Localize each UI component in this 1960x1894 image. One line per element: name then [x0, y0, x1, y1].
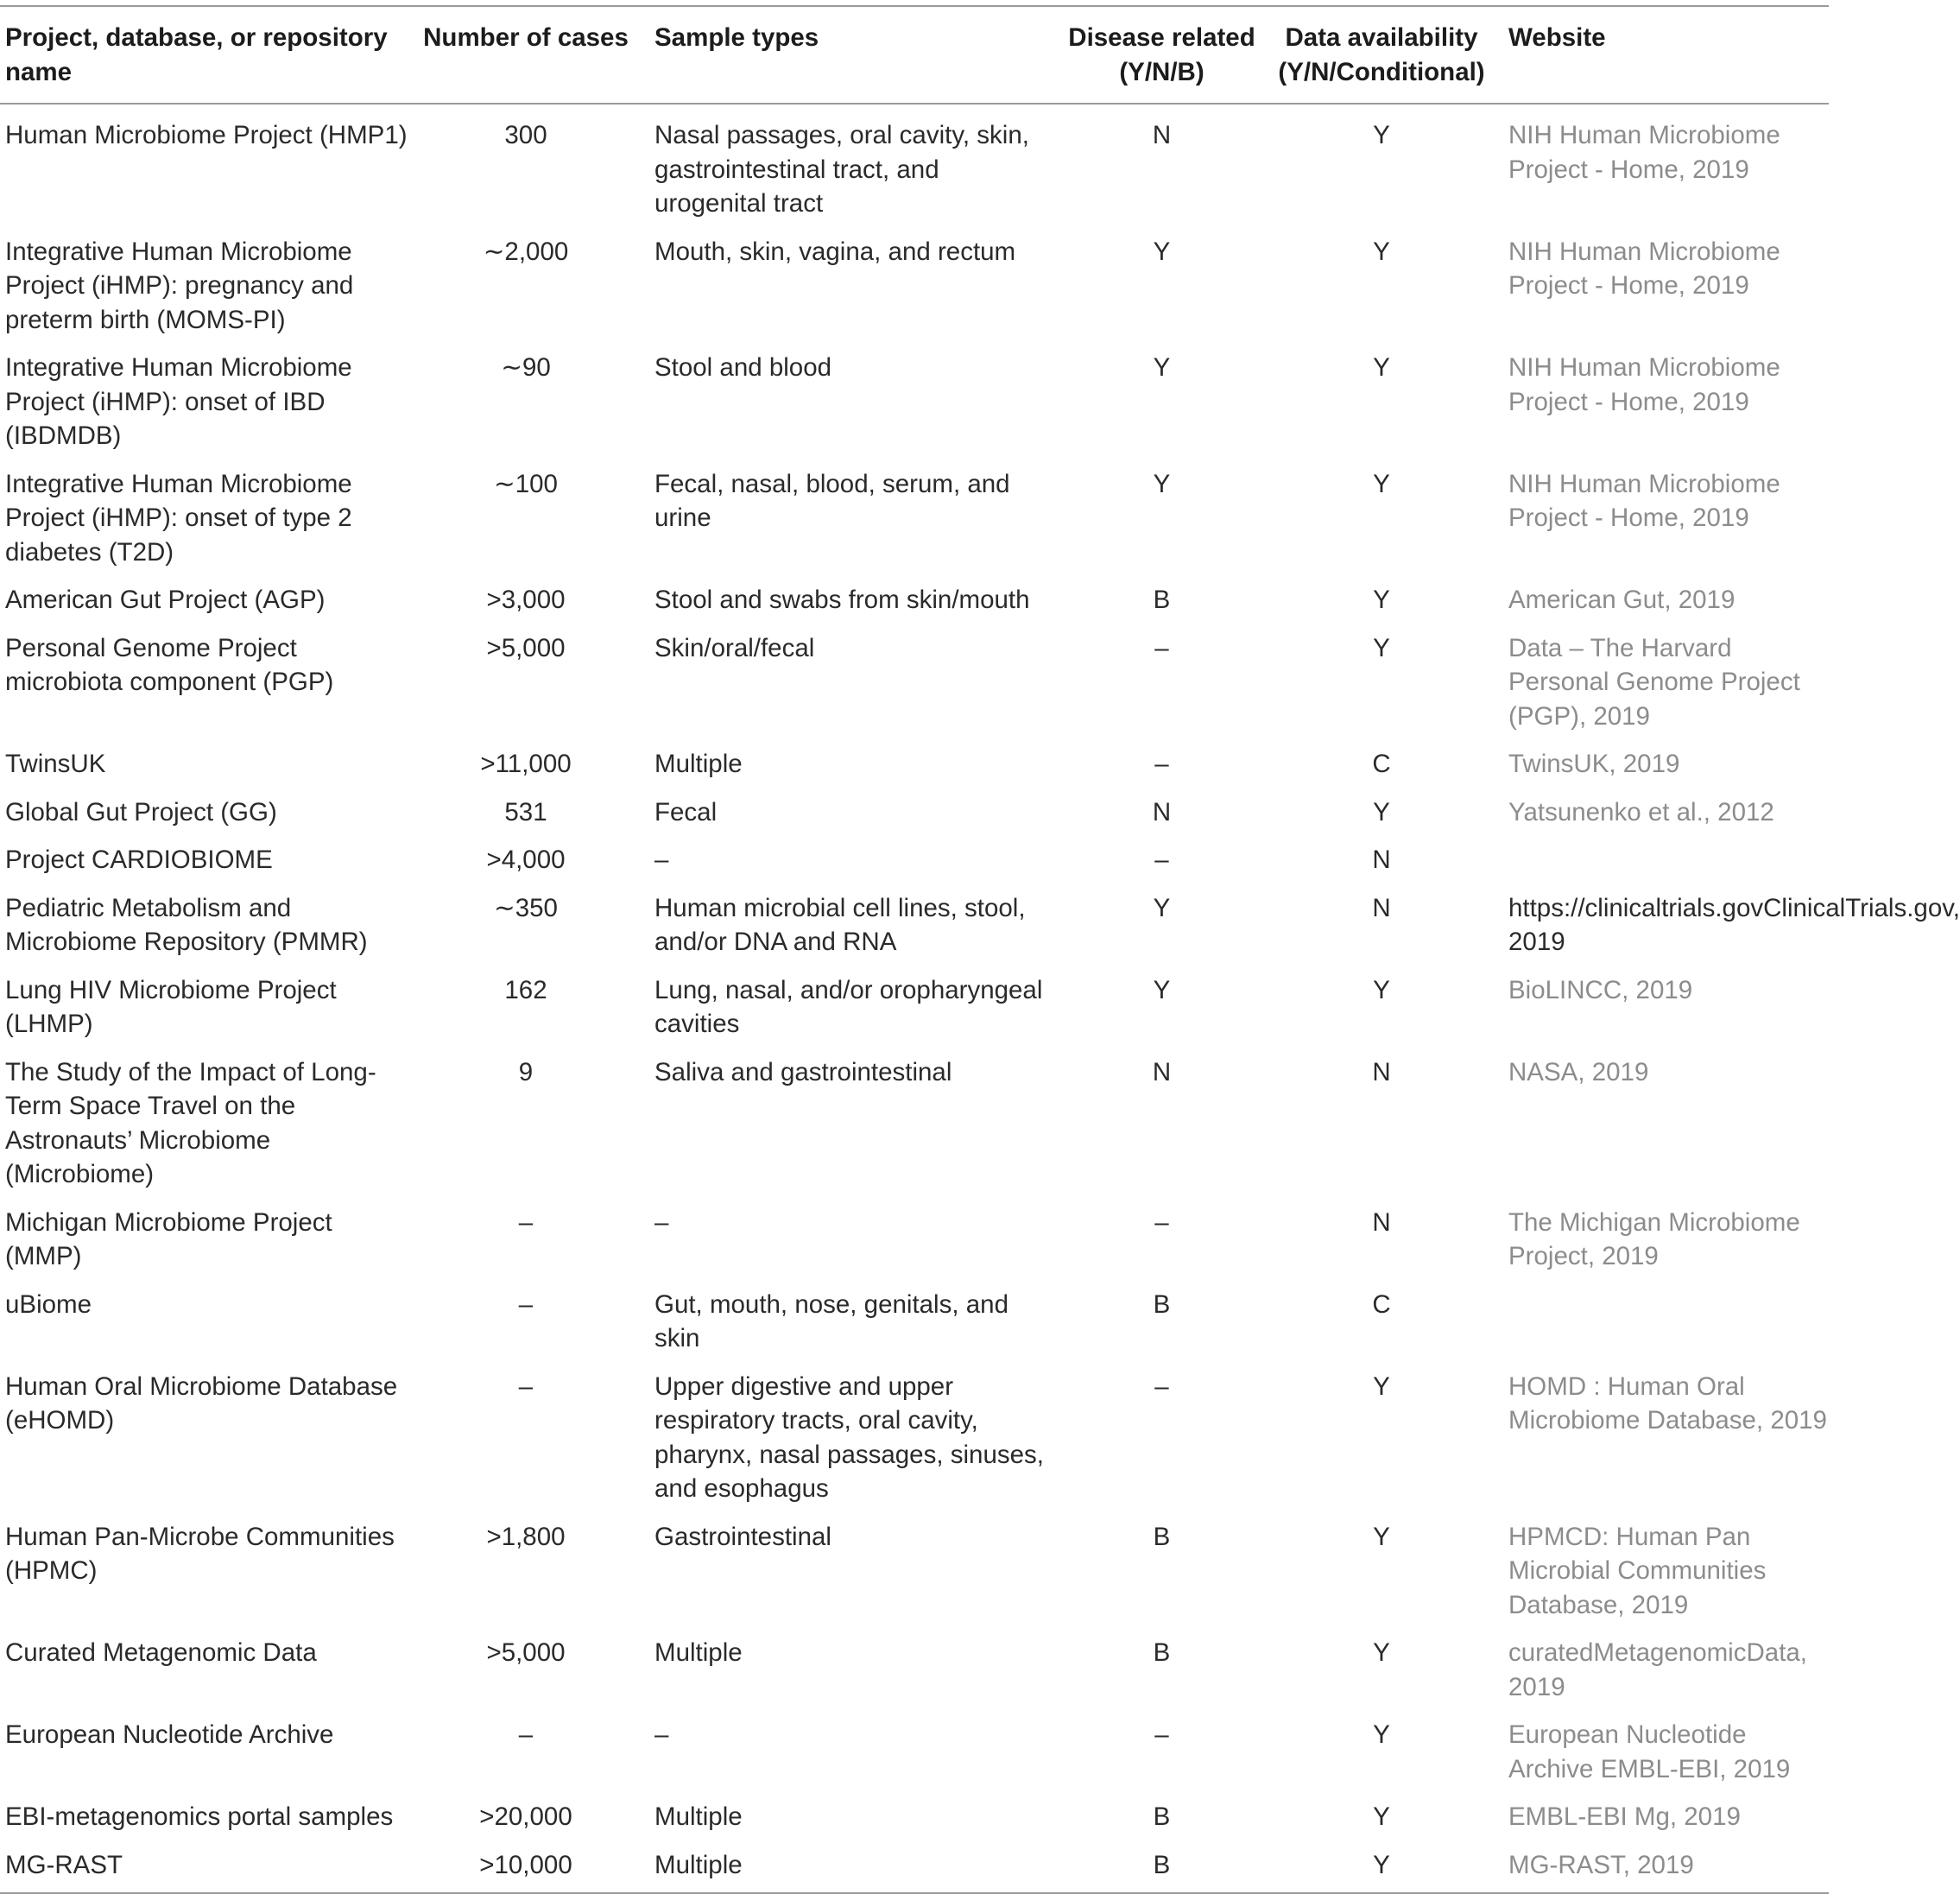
cell-number-of-cases: >5,000	[486, 633, 566, 662]
cell-project-name: Curated Metagenomic Data	[5, 1638, 317, 1667]
cell-number-of-cases: 162	[504, 975, 547, 1004]
cell-project-name: American Gut Project (AGP)	[5, 586, 326, 614]
cell-data-availability: Y	[1373, 469, 1390, 498]
cell-project-name: European Nucleotide Archive	[5, 1720, 334, 1749]
cell-data-availability: Y	[1373, 633, 1390, 662]
cell-number-of-cases: –	[518, 1371, 534, 1401]
cell-disease-related: Y	[1153, 353, 1171, 382]
cell-disease-related: B	[1153, 1638, 1171, 1667]
cell-disease-related: –	[1154, 633, 1169, 662]
cell-project-name: Human Microbiome Project (HMP1)	[5, 121, 408, 149]
cell-disease-related: –	[1154, 846, 1169, 874]
cell-website: NASA, 2019	[1508, 1057, 1649, 1086]
table-row	[0, 740, 1829, 789]
table-row	[0, 1793, 1829, 1841]
table-row	[0, 1513, 1829, 1630]
cell-website: The Michigan Microbiome Project, 2019	[1508, 1207, 1800, 1270]
cell-website: HOMD : Human Oral Microbiome Database, 2019	[1508, 1371, 1827, 1435]
cell-sample-types: Fecal, nasal, blood, serum, and urine	[654, 469, 1010, 532]
cell-sample-types: Lung, nasal, and/or oropharyngeal cavities	[654, 975, 1043, 1038]
cell-website: Yatsunenko et al., 2012	[1508, 797, 1774, 827]
cell-data-availability: Y	[1373, 1850, 1390, 1879]
cell-disease-related: Y	[1153, 237, 1171, 266]
cell-website: TwinsUK, 2019	[1508, 750, 1680, 778]
cell-data-availability: C	[1372, 1289, 1391, 1319]
cell-number-of-cases: ∼350	[494, 893, 558, 922]
table-row	[0, 460, 1829, 577]
cell-website: NIH Human Microbiome Project - Home, 2019	[1508, 237, 1780, 300]
cell-sample-types: Multiple	[654, 1638, 743, 1667]
table-row	[0, 836, 1829, 884]
cell-disease-related: B	[1153, 1522, 1171, 1551]
cell-sample-types: Stool and blood	[654, 353, 832, 382]
cell-project-name: Michigan Microbiome Project (MMP)	[5, 1207, 332, 1270]
table-row	[0, 1363, 1829, 1513]
cell-disease-related: N	[1152, 797, 1172, 827]
cell-sample-types: Fecal	[654, 797, 718, 827]
microbiome-projects-table	[0, 5, 1960, 1894]
cell-project-name: Integrative Human Microbiome Project (iHMP): pregnancy and preterm birth (MOMS-PI)	[5, 237, 354, 334]
cell-data-availability: N	[1372, 846, 1391, 874]
cell-number-of-cases: 300	[504, 121, 547, 149]
cell-website: BioLINCC, 2019	[1508, 975, 1693, 1004]
table-row	[0, 576, 1829, 624]
cell-data-availability: Y	[1373, 1638, 1390, 1667]
cell-sample-types: Mouth, skin, vagina, and rectum	[654, 237, 1016, 266]
cell-project-name: Personal Genome Project microbiota component (PGP)	[5, 633, 334, 696]
table-row	[0, 228, 1829, 345]
cell-number-of-cases: >1,800	[486, 1522, 566, 1551]
cell-website: HPMCD: Human Pan Microbial Communities Database, 2019	[1508, 1522, 1767, 1619]
table-header	[0, 6, 1829, 104]
table-row	[0, 1841, 1829, 1894]
cell-number-of-cases: >10,000	[479, 1850, 572, 1879]
cell-website: https://clinicaltrials.govClinicalTrials.gov, 2019	[1508, 893, 1960, 956]
cell-data-availability: Y	[1373, 1522, 1390, 1551]
cell-disease-related: Y	[1153, 469, 1171, 498]
cell-project-name: Integrative Human Microbiome Project (iHMP): onset of type 2 diabetes (T2D)	[5, 469, 352, 567]
cell-disease-related: B	[1153, 1850, 1171, 1879]
cell-website: American Gut, 2019	[1508, 586, 1736, 614]
cell-data-availability: Y	[1373, 353, 1390, 382]
cell-website	[1491, 836, 1829, 884]
cell-disease-related: –	[1154, 1207, 1169, 1237]
cell-sample-types: Nasal passages, oral cavity, skin, gastrointestinal tract, and urogenital tract	[654, 121, 1029, 218]
cell-sample-types: Multiple	[654, 1850, 743, 1879]
cell-project-name: uBiome	[5, 1289, 92, 1319]
cell-number-of-cases: >5,000	[486, 1638, 566, 1667]
cell-disease-related: –	[1154, 1371, 1169, 1401]
cell-project-name: Human Pan-Microbe Communities (HPMC)	[5, 1522, 395, 1585]
cell-website: MG-RAST, 2019	[1508, 1850, 1694, 1879]
cell-website: NIH Human Microbiome Project - Home, 2019	[1508, 469, 1780, 532]
cell-data-availability: N	[1372, 893, 1391, 922]
cell-number-of-cases: ∼100	[494, 469, 558, 498]
cell-number-of-cases: –	[518, 1207, 534, 1237]
cell-disease-related: Y	[1153, 975, 1171, 1004]
cell-sample-types: Upper digestive and upper respiratory tracts, oral cavity, pharynx, nasal passages, sinuses, and esophagus	[654, 1371, 1044, 1503]
cell-number-of-cases: –	[518, 1289, 534, 1319]
cell-website: European Nucleotide Archive EMBL-EBI, 2019	[1508, 1720, 1791, 1783]
header-row	[0, 6, 1829, 104]
cell-data-availability: Y	[1373, 1720, 1390, 1749]
table-row	[0, 884, 1829, 966]
cell-project-name: Global Gut Project (GG)	[5, 797, 277, 827]
table-body	[0, 104, 1960, 1893]
cell-sample-types: –	[654, 846, 669, 874]
header-data-availability: Data availability (Y/N/Conditional)	[1278, 23, 1485, 86]
table-row	[0, 1048, 1829, 1199]
table-row	[0, 1281, 1829, 1363]
cell-number-of-cases: >3,000	[486, 586, 566, 614]
table-row	[0, 624, 1829, 741]
cell-project-name: EBI-metagenomics portal samples	[5, 1802, 394, 1831]
table-row	[0, 1199, 1829, 1281]
cell-number-of-cases: >4,000	[486, 846, 566, 874]
cell-sample-types: –	[654, 1720, 669, 1749]
cell-data-availability: Y	[1373, 586, 1390, 614]
table-row	[0, 1711, 1829, 1793]
cell-website: EMBL-EBI Mg, 2019	[1508, 1802, 1741, 1831]
cell-sample-types: Multiple	[654, 750, 743, 778]
table-row	[0, 344, 1829, 460]
header-website: Website	[1508, 23, 1606, 52]
cell-disease-related: B	[1153, 1802, 1171, 1831]
cell-project-name: The Study of the Impact of Long-Term Space Travel on the Astronauts’ Microbiome (Microbiome)	[5, 1057, 376, 1188]
cell-sample-types: Skin/oral/fecal	[654, 633, 815, 662]
cell-sample-types: Human microbial cell lines, stool, and/or DNA and RNA	[654, 893, 1026, 956]
cell-project-name: TwinsUK	[5, 750, 106, 778]
table-row	[0, 966, 1829, 1048]
cell-data-availability: N	[1372, 1207, 1391, 1237]
cell-disease-related: –	[1154, 750, 1169, 778]
cell-disease-related: Y	[1153, 893, 1171, 922]
cell-number-of-cases: >20,000	[479, 1802, 572, 1831]
cell-number-of-cases: –	[518, 1720, 534, 1749]
cell-data-availability: Y	[1373, 1371, 1390, 1401]
cell-project-name: Lung HIV Microbiome Project (LHMP)	[5, 975, 337, 1038]
cell-project-name: MG-RAST	[5, 1850, 123, 1879]
cell-website: curatedMetagenomicData, 2019	[1508, 1638, 1807, 1701]
cell-sample-types: –	[654, 1207, 669, 1237]
cell-disease-related: –	[1154, 1720, 1169, 1749]
cell-disease-related: B	[1153, 586, 1171, 614]
cell-disease-related: B	[1153, 1289, 1171, 1319]
header-project-name: Project, database, or repository name	[5, 23, 388, 86]
cell-number-of-cases: >11,000	[480, 750, 572, 778]
cell-project-name: Pediatric Metabolism and Microbiome Repository (PMMR)	[5, 893, 368, 956]
cell-sample-types: Saliva and gastrointestinal	[654, 1057, 952, 1086]
header-sample-types: Sample types	[654, 23, 819, 52]
cell-data-availability: Y	[1373, 975, 1390, 1004]
cell-data-availability: C	[1372, 750, 1391, 778]
cell-website: Data – The Harvard Personal Genome Project (PGP), 2019	[1508, 633, 1800, 731]
data-table-container	[0, 5, 1960, 1894]
cell-sample-types: Multiple	[654, 1802, 743, 1831]
cell-data-availability: N	[1372, 1057, 1391, 1086]
table-row	[0, 1629, 1829, 1711]
header-number-of-cases: Number of cases	[423, 23, 629, 52]
cell-number-of-cases: ∼90	[501, 353, 551, 382]
cell-sample-types: Gut, mouth, nose, genitals, and skin	[654, 1289, 1008, 1352]
cell-project-name: Human Oral Microbiome Database (eHOMD)	[5, 1371, 398, 1435]
cell-disease-related: N	[1152, 121, 1172, 149]
table-row	[0, 104, 1829, 228]
cell-website	[1491, 1281, 1829, 1363]
cell-data-availability: Y	[1373, 1802, 1390, 1831]
cell-project-name: Project CARDIOBIOME	[5, 846, 273, 874]
cell-website: NIH Human Microbiome Project - Home, 2019	[1508, 353, 1780, 416]
cell-number-of-cases: 9	[518, 1057, 534, 1086]
cell-data-availability: Y	[1373, 797, 1390, 827]
cell-data-availability: Y	[1373, 121, 1390, 149]
cell-number-of-cases: 531	[504, 797, 547, 827]
cell-sample-types: Gastrointestinal	[654, 1522, 831, 1551]
cell-website: NIH Human Microbiome Project - Home, 2019	[1508, 121, 1780, 184]
cell-disease-related: N	[1152, 1057, 1172, 1086]
cell-project-name: Integrative Human Microbiome Project (iHMP): onset of IBD (IBDMDB)	[5, 353, 352, 450]
table-row	[0, 789, 1829, 837]
header-disease-related: Disease related (Y/N/B)	[1068, 23, 1255, 86]
cell-number-of-cases: ∼2,000	[483, 237, 569, 266]
cell-data-availability: Y	[1373, 237, 1390, 266]
cell-sample-types: Stool and swabs from skin/mouth	[654, 586, 1030, 614]
